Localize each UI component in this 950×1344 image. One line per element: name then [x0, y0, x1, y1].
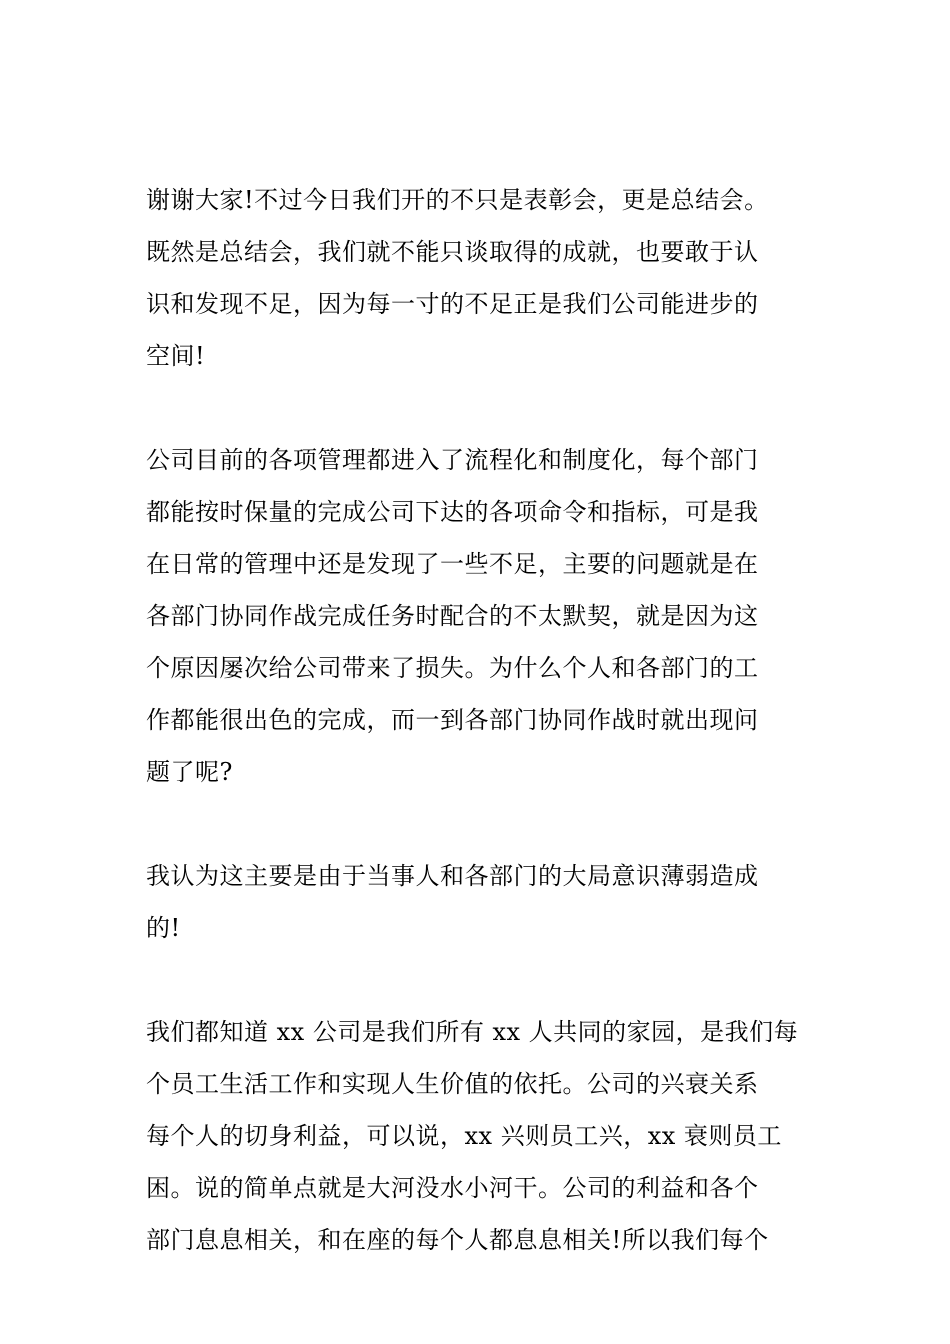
text-line: 都能按时保量的完成公司下达的各项命令和指标，可是我	[146, 498, 759, 526]
paragraph-2	[146, 434, 810, 798]
text-line: 各部门协同作战完成任务时配合的不太默契，就是因为这	[146, 602, 759, 630]
text-line: 的!	[146, 914, 181, 942]
paragraph-1	[146, 174, 810, 382]
text-line: 个原因屡次给公司带来了损失。为什么个人和各部门的工	[146, 654, 759, 682]
text-line: 困。说的简单点就是大河没水小河干。公司的利益和各个	[146, 1174, 759, 1202]
text-line: 公司目前的各项管理都进入了流程化和制度化，每个部门	[146, 446, 759, 474]
text-line: 个员工生活工作和实现人生价值的依托。公司的兴衰关系	[146, 1070, 759, 1098]
paragraph-spacer	[146, 798, 810, 850]
paragraph-3	[146, 850, 810, 954]
paragraph-spacer	[146, 954, 810, 1006]
text-line: 在日常的管理中还是发现了一些不足，主要的问题就是在	[146, 550, 759, 578]
document-body	[146, 174, 810, 1266]
paragraph-spacer	[146, 382, 810, 434]
paragraph-4	[146, 1006, 810, 1266]
text-line: 每个人的切身利益，可以说，xx 兴则员工兴，xx 衰则员工	[146, 1122, 782, 1150]
text-line: 既然是总结会，我们就不能只谈取得的成就，也要敢于认	[146, 238, 759, 266]
text-line: 谢谢大家!不过今日我们开的不只是表彰会，更是总结会。	[146, 186, 769, 214]
text-line: 题了呢?	[146, 758, 233, 786]
text-line: 识和发现不足，因为每一寸的不足正是我们公司能进步的	[146, 290, 759, 318]
text-line: 空间!	[146, 342, 206, 370]
text-line: 我们都知道 xx 公司是我们所有 xx 人共同的家园，是我们每	[146, 1018, 799, 1046]
text-line: 部门息息相关，和在座的每个人都息息相关!所以我们每个	[146, 1226, 769, 1254]
text-line: 我认为这主要是由于当事人和各部门的大局意识薄弱造成	[146, 862, 759, 890]
text-line: 作都能很出色的完成，而一到各部门协同作战时就出现问	[146, 706, 759, 734]
